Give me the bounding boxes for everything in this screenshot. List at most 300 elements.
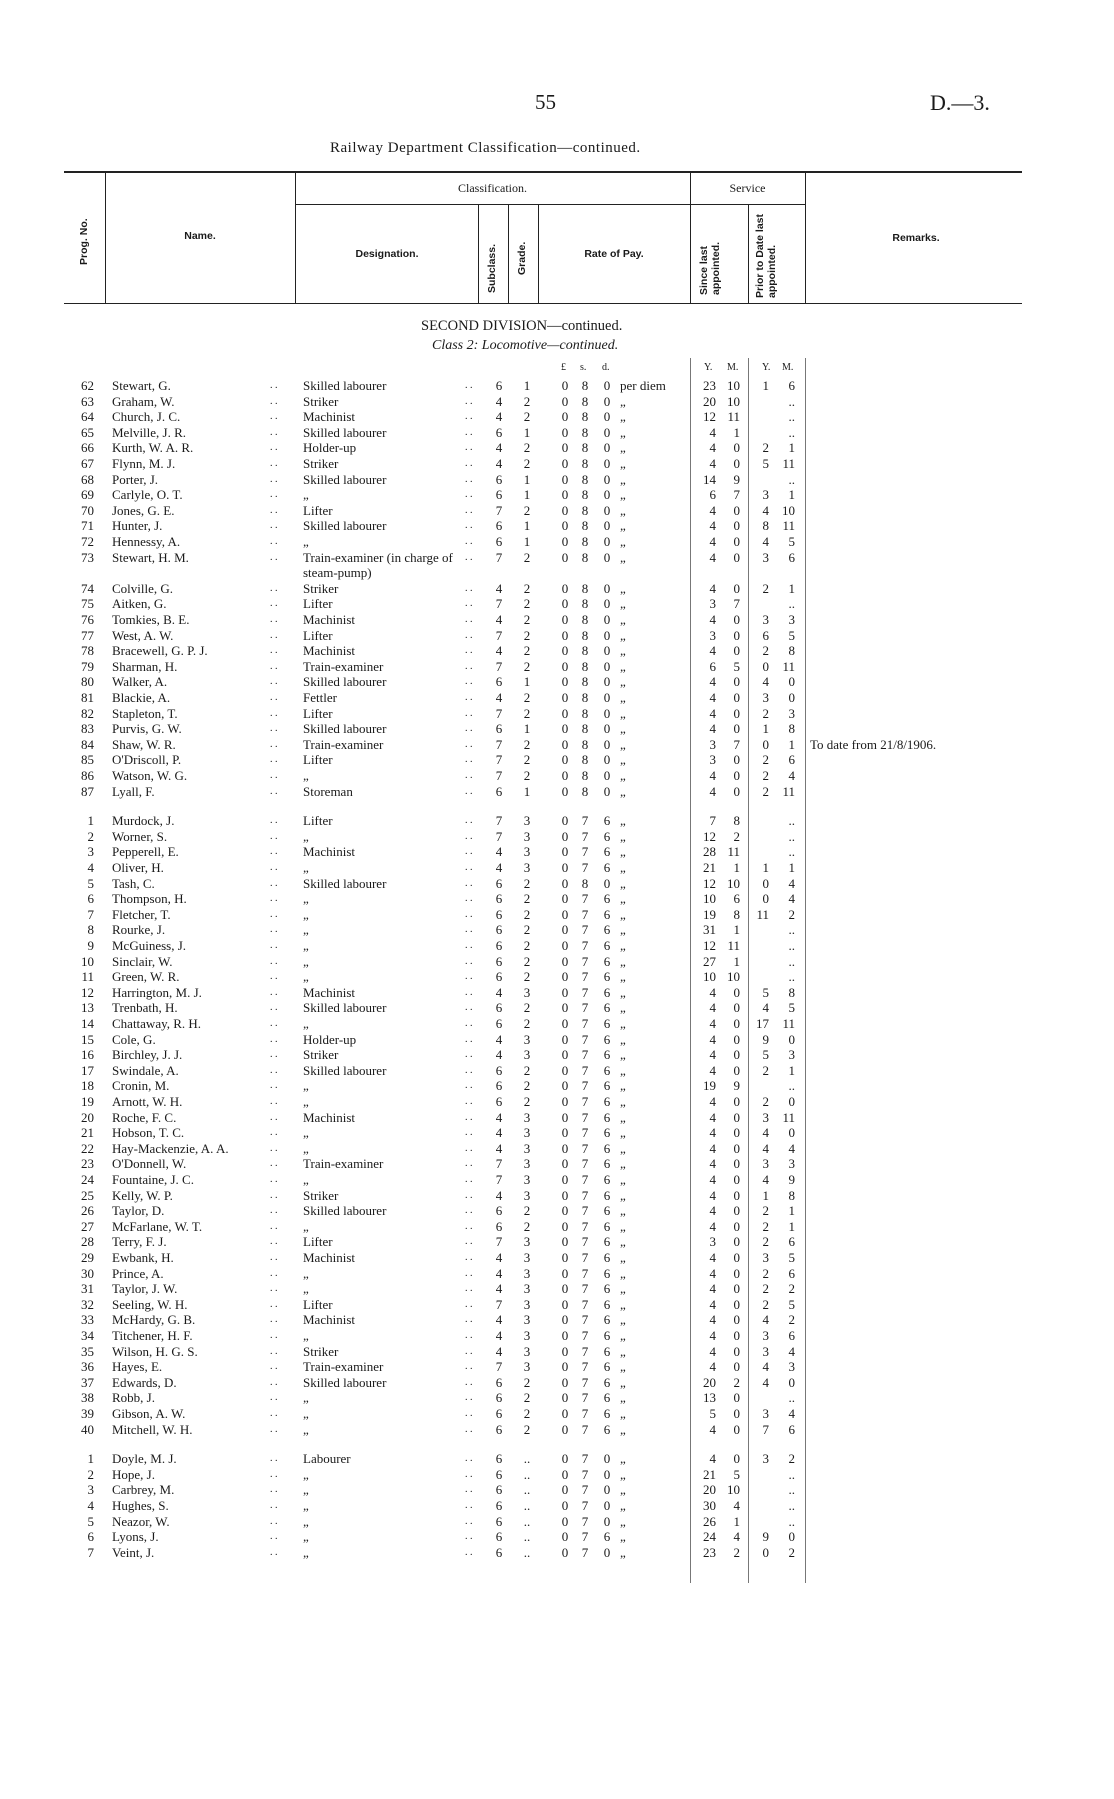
pay-pounds-cell: 0 [561,674,569,690]
grade-cell: 2 [523,658,531,674]
pay-shillings-cell: 7 [581,1234,589,1250]
prior-years-cell: 4 [762,1359,769,1375]
table-row [0,1188,1114,1204]
pay-pence-cell: 6 [603,953,611,969]
prog-no-cell: 9 [87,938,94,953]
table-row [0,1422,1114,1438]
since-months-cell: 0 [733,1187,740,1203]
leader-dots: . . [270,723,278,735]
pay-period-cell: „ [620,953,626,969]
leader-dots: . . [270,893,278,905]
pay-pounds-cell: 0 [561,612,569,627]
name-cell: Kurth, W. A. R. [112,440,194,456]
subclass-cell: 6 [495,1000,503,1016]
leader-dots: . . [270,877,278,889]
unit-years-prior: Y. [762,362,771,373]
name-cell: Lyall, F. [112,783,155,799]
leader-dots: . . [465,645,473,657]
prog-no-cell: 35 [81,1343,94,1359]
pay-period-cell: „ [620,1203,626,1219]
pay-shillings-cell: 7 [581,1498,589,1513]
subclass-cell: 4 [495,456,503,471]
prior-years-cell: 4 [762,502,769,518]
pay-pounds-cell: 0 [561,1062,569,1078]
grade-cell: 3 [523,828,531,844]
since-months-cell: 9 [733,1078,740,1094]
pay-shillings-cell: 7 [581,1172,589,1187]
prior-months-cell: 6 [788,752,795,768]
table-row [0,891,1114,907]
pay-shillings-cell: 8 [581,502,589,518]
since-months-cell: 0 [733,1343,740,1359]
pay-period-cell: „ [620,612,626,627]
pay-shillings-cell: 8 [581,612,589,627]
prog-no-cell: 5 [87,1513,94,1529]
prog-no-cell: 64 [81,409,94,425]
pay-shillings-cell: 7 [581,844,589,860]
pay-pounds-cell: 0 [561,1094,569,1109]
pay-shillings-cell: 8 [581,471,589,487]
grade-cell: 2 [523,705,531,721]
subclass-cell: 6 [495,471,503,487]
leader-dots: . . [465,1142,473,1154]
table-row [0,1328,1114,1344]
leader-dots: . . [270,1453,278,1465]
prior-months-cell: 1 [788,580,795,596]
grade-cell: 3 [523,1140,531,1156]
subclass-cell: 6 [495,1513,503,1529]
since-months-cell: 0 [733,674,740,690]
since-years-cell: 4 [709,424,716,440]
since-months-cell: 0 [733,1390,740,1406]
designation-cell: „ [303,1406,309,1421]
pay-pence-cell: 6 [603,1265,611,1281]
prog-no-cell: 62 [81,378,94,393]
pay-pounds-cell: 0 [561,1343,569,1359]
designation-cell: Labourer [303,1451,351,1467]
leader-dots: . . [465,1033,473,1045]
name-cell: Edwards, D. [112,1374,177,1390]
pay-pence-cell: 6 [603,813,611,829]
unit-pence: d. [602,362,610,373]
leader-dots: . . [465,504,473,516]
pay-period-cell: „ [620,424,626,440]
designation-cell: Train-examiner (in charge of steam-pump) [303,549,453,581]
since-years-cell: 31 [703,922,716,938]
prior-months-cell: .. [788,596,795,612]
name-cell: Sinclair, W. [112,953,173,969]
leader-dots: . . [465,614,473,625]
prior-years-cell: 4 [762,1172,769,1187]
subclass-cell: 6 [495,518,503,534]
table-row [0,1047,1114,1063]
pay-shillings-cell: 7 [581,1390,589,1406]
since-months-cell: 0 [733,456,740,471]
table-row [0,1016,1114,1032]
pay-period-cell: „ [620,1218,626,1234]
prog-no-cell: 33 [81,1312,94,1328]
prior-years-cell: 4 [762,1125,769,1141]
name-cell: Cole, G. [112,1031,156,1047]
pay-period-cell: „ [620,596,626,612]
name-cell: Gibson, A. W. [112,1406,186,1421]
pay-shillings-cell: 8 [581,440,589,456]
grade-cell: .. [523,1513,531,1529]
since-years-cell: 4 [709,1109,716,1125]
pay-pounds-cell: 0 [561,1265,569,1281]
pay-pounds-cell: 0 [561,1451,569,1467]
grade-cell: 2 [523,1078,531,1094]
pay-pence-cell: 0 [603,424,611,440]
table-row [0,706,1114,722]
leader-dots: . . [465,411,473,423]
designation-cell: „ [303,1125,309,1141]
since-years-cell: 4 [709,1328,716,1343]
prior-months-cell: .. [788,1078,795,1094]
pay-pence-cell: 0 [603,534,611,549]
designation-cell: „ [303,922,309,938]
pay-period-cell: „ [620,705,626,721]
table-row [0,674,1114,690]
name-cell: Hope, J. [112,1466,155,1482]
grade-cell: .. [523,1451,531,1467]
table-row [0,922,1114,938]
leader-dots: . . [270,1189,278,1201]
since-months-cell: 7 [733,736,740,752]
pay-pounds-cell: 0 [561,471,569,487]
body-rule-remarks [805,358,806,1583]
since-years-cell: 4 [709,580,716,596]
pay-period-cell: „ [620,1047,626,1063]
since-years-cell: 4 [709,1250,716,1265]
leader-dots: . . [270,473,278,485]
pay-shillings-cell: 8 [581,721,589,737]
subclass-cell: 6 [495,1421,503,1437]
since-years-cell: 4 [709,690,716,705]
pay-period-cell: „ [620,643,626,659]
leader-dots: . . [270,1468,278,1480]
pay-period-cell: „ [620,844,626,860]
prog-no-cell: 2 [87,828,94,844]
pay-period-cell: „ [620,409,626,425]
name-cell: Hayes, E. [112,1359,163,1375]
leader-dots: . . [270,971,278,983]
subclass-cell: 4 [495,440,503,456]
designation-cell: Striker [303,580,339,596]
designation-cell: Machinist [303,643,355,659]
since-months-cell: 0 [733,1328,740,1343]
subclass-cell: 7 [495,1156,503,1172]
designation-cell: Skilled labourer [303,721,387,737]
pay-pounds-cell: 0 [561,844,569,860]
subclass-cell: 6 [495,1094,503,1109]
since-months-cell: 11 [727,844,740,860]
leader-dots: . . [270,1408,278,1419]
pay-shillings-cell: 7 [581,1343,589,1359]
prior-years-cell: 4 [762,1140,769,1156]
pay-pounds-cell: 0 [561,1000,569,1016]
leader-dots: . . [270,924,278,936]
prog-no-cell: 31 [81,1281,94,1297]
grade-cell: 3 [523,813,531,829]
pay-pence-cell: 0 [603,705,611,721]
pay-pounds-cell: 0 [561,1203,569,1219]
prior-months-cell: 11 [782,1109,795,1125]
leader-dots: . . [270,520,278,532]
designation-cell: Skilled labourer [303,1062,387,1078]
leader-dots: . . [465,1546,473,1558]
prior-months-cell: 8 [788,721,795,737]
pay-shillings-cell: 8 [581,674,589,690]
since-years-cell: 21 [703,860,716,875]
prog-no-cell: 3 [87,1482,94,1498]
leader-dots: . . [270,1330,278,1341]
pay-period-cell: „ [620,1094,626,1109]
pay-shillings-cell: 7 [581,1421,589,1437]
pay-pounds-cell: 0 [561,1156,569,1172]
leader-dots: . . [465,893,473,905]
leader-dots: . . [465,489,473,501]
pay-shillings-cell: 8 [581,487,589,503]
pay-period-cell: „ [620,1172,626,1187]
subclass-cell: 7 [495,658,503,674]
prog-no-cell: 69 [81,487,94,503]
designation-cell: „ [303,1218,309,1234]
leader-dots: . . [270,1064,278,1076]
designation-cell: Train-examiner [303,1359,384,1375]
grade-cell: 2 [523,922,531,938]
subclass-cell: 6 [495,922,503,938]
leader-dots: . . [465,707,473,719]
designation-cell: „ [303,860,309,875]
subclass-cell: 7 [495,549,503,565]
prog-no-cell: 7 [87,1544,94,1560]
subclass-cell: 4 [495,1312,503,1328]
prior-months-cell: .. [788,1513,795,1529]
since-years-cell: 4 [709,534,716,549]
name-cell: Carlyle, O. T. [112,487,183,503]
prior-years-cell: 0 [762,891,769,907]
designation-cell: „ [303,906,309,922]
prior-years-cell: 2 [762,752,769,768]
prior-months-cell: 1 [788,1203,795,1219]
subclass-cell: 6 [495,1078,503,1094]
pay-pence-cell: 0 [603,627,611,643]
pay-shillings-cell: 8 [581,393,589,409]
pay-pounds-cell: 0 [561,906,569,922]
since-years-cell: 3 [709,596,716,612]
name-cell: Tomkies, B. E. [112,612,190,627]
pay-period-cell: „ [620,1062,626,1078]
name-cell: Bracewell, G. P. J. [112,643,208,659]
pay-shillings-cell: 7 [581,1374,589,1390]
since-years-cell: 13 [703,1390,716,1406]
name-cell: Tash, C. [112,875,155,891]
subclass-cell: 4 [495,1265,503,1281]
table-row [0,1032,1114,1048]
designation-cell: „ [303,969,309,985]
since-months-cell: 0 [733,502,740,518]
subclass-cell: 4 [495,844,503,860]
since-months-cell: 0 [733,1265,740,1281]
grade-cell: 3 [523,1109,531,1125]
since-months-cell: 5 [733,658,740,674]
prior-months-cell: 5 [788,1296,795,1312]
designation-cell: „ [303,1265,309,1281]
table-row [0,628,1114,644]
grade-cell: 2 [523,752,531,768]
grade-cell: 2 [523,1000,531,1016]
subclass-cell: 6 [495,1498,503,1513]
designation-cell: „ [303,1172,309,1187]
col-rule-3 [478,204,479,303]
subclass-cell: 7 [495,596,503,612]
pay-pounds-cell: 0 [561,813,569,829]
table-row [0,768,1114,784]
table-row [0,1498,1114,1514]
since-months-cell: 8 [733,906,740,922]
since-months-cell: 0 [733,627,740,643]
prog-no-cell: 19 [81,1094,94,1109]
name-cell: Taylor, D. [112,1203,165,1219]
name-cell: Carbrey, M. [112,1482,175,1498]
since-years-cell: 4 [709,1016,716,1031]
table-row [0,813,1114,829]
table-row [0,784,1114,800]
pay-pounds-cell: 0 [561,721,569,737]
since-years-cell: 4 [709,1281,716,1297]
pay-shillings-cell: 8 [581,456,589,471]
pay-pence-cell: 6 [603,969,611,985]
since-months-cell: 10 [727,1482,740,1498]
pay-pence-cell: 6 [603,1094,611,1109]
grade-cell: 2 [523,456,531,471]
header-grade: Grade. [516,241,528,275]
since-years-cell: 3 [709,736,716,752]
prog-no-cell: 25 [81,1187,94,1203]
leader-dots: . . [270,707,278,719]
pay-period-cell: „ [620,1513,626,1529]
subclass-cell: 7 [495,1172,503,1187]
prog-no-cell: 27 [81,1218,94,1234]
pay-shillings-cell: 8 [581,768,589,783]
leader-dots: . . [270,645,278,657]
pay-pence-cell: 6 [603,828,611,844]
pay-shillings-cell: 8 [581,378,589,393]
leader-dots: . . [270,1080,278,1092]
pay-pence-cell: 0 [603,1451,611,1467]
designation-cell: „ [303,891,309,907]
page-number: 55 [535,90,556,114]
since-years-cell: 4 [709,1031,716,1047]
prior-years-cell: 7 [762,1421,769,1437]
table-row [0,1110,1114,1126]
prog-no-cell: 72 [81,534,94,549]
pay-pounds-cell: 0 [561,424,569,440]
prog-no-cell: 66 [81,440,94,456]
designation-cell: Striker [303,456,339,471]
header-rate-of-pay: Rate of Pay. [584,248,644,260]
pay-shillings-cell: 8 [581,643,589,659]
pay-shillings-cell: 7 [581,1047,589,1063]
leader-dots: . . [270,1345,278,1357]
since-years-cell: 4 [709,643,716,659]
pay-pence-cell: 6 [603,1312,611,1328]
subclass-cell: 6 [495,1466,503,1482]
since-months-cell: 9 [733,471,740,487]
leader-dots: . . [270,1111,278,1123]
since-years-cell: 4 [709,1312,716,1328]
name-cell: Stapleton, T. [112,705,178,721]
name-cell: Thompson, H. [112,891,187,907]
pay-pounds-cell: 0 [561,1250,569,1265]
pay-shillings-cell: 7 [581,1466,589,1482]
prior-years-cell: 0 [762,875,769,891]
prior-years-cell: 2 [762,1265,769,1281]
pay-shillings-cell: 7 [581,1250,589,1265]
leader-dots: . . [465,754,473,766]
prior-years-cell: 4 [762,534,769,549]
name-cell: Rourke, J. [112,922,166,938]
leader-dots: . . [465,1468,473,1480]
leader-dots: . . [465,1002,473,1014]
name-cell: Wilson, H. G. S. [112,1343,198,1359]
subclass-cell: 7 [495,627,503,643]
subclass-cell: 7 [495,813,503,829]
since-years-cell: 4 [709,674,716,690]
table-row [0,1078,1114,1094]
header-top-rule [64,171,1022,173]
table-row [0,503,1114,519]
since-years-cell: 4 [709,1094,716,1109]
table-row [0,549,1114,581]
pay-pounds-cell: 0 [561,1140,569,1156]
since-years-cell: 27 [703,953,716,969]
prior-years-cell: 2 [762,643,769,659]
prog-no-cell: 71 [81,518,94,534]
name-cell: Hunter, J. [112,518,163,534]
pay-pounds-cell: 0 [561,549,569,565]
name-cell: Mitchell, W. H. [112,1421,193,1437]
since-months-cell: 0 [733,580,740,596]
name-cell: McHardy, G. B. [112,1312,196,1328]
grade-cell: 2 [523,953,531,969]
pay-pence-cell: 0 [603,1498,611,1513]
prior-months-cell: .. [788,922,795,938]
prog-no-cell: 29 [81,1250,94,1265]
leader-dots: . . [270,1283,278,1295]
prior-months-cell: 11 [782,1016,795,1031]
grade-cell: 3 [523,1031,531,1047]
since-months-cell: 0 [733,1250,740,1265]
since-years-cell: 4 [709,502,716,518]
table-row [0,1125,1114,1141]
body-rule-service [748,358,749,1583]
prior-months-cell: 6 [788,1265,795,1281]
prior-years-cell: 3 [762,1451,769,1467]
pay-shillings-cell: 8 [581,783,589,799]
name-cell: West, A. W. [112,627,174,643]
pay-pence-cell: 0 [603,596,611,612]
header-name: Name. [184,230,216,242]
designation-cell: „ [303,487,309,503]
designation-cell: „ [303,1281,309,1297]
pay-period-cell: „ [620,1031,626,1047]
pay-shillings-cell: 7 [581,1218,589,1234]
since-years-cell: 3 [709,752,716,768]
prior-months-cell: 0 [788,1031,795,1047]
table-row [0,1344,1114,1360]
